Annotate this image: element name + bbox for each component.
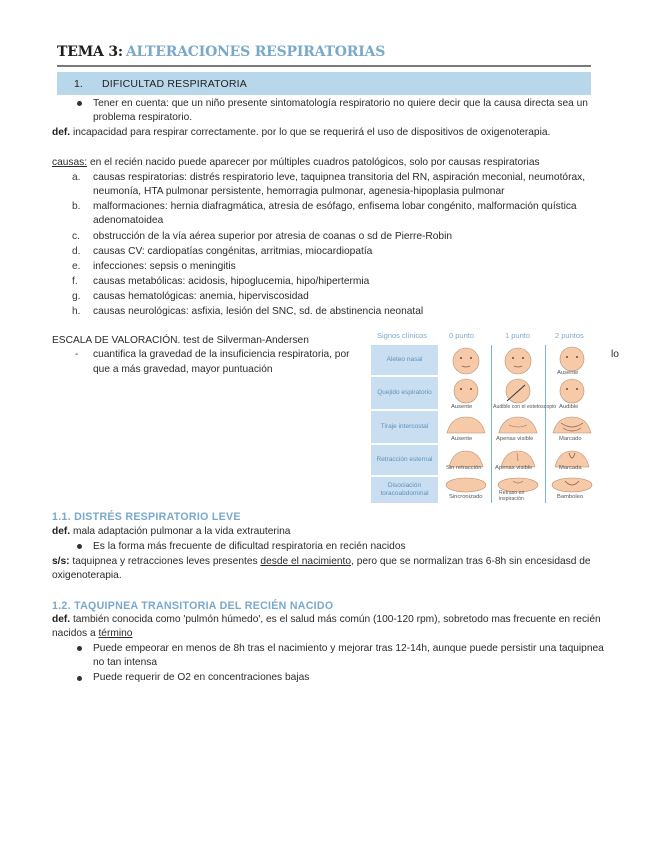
def-underlined: término: [98, 628, 133, 639]
scale-caption: Marcada: [559, 465, 582, 471]
ss-label: s/s:: [52, 556, 70, 567]
scale-row-label: Disociación toracoabdominal: [371, 477, 438, 503]
scale-caption: Apenas visible: [496, 436, 534, 442]
scale-caption: Bamboleo: [557, 494, 584, 500]
list-marker: b.: [72, 201, 81, 212]
section-label: DIFICULTAD RESPIRATORIA: [102, 77, 248, 90]
section-header-bar: [57, 72, 591, 95]
baby-face-illustration: [493, 345, 543, 377]
sub1-bullet: Es la forma más frecuente de dificultad respiratoria en recién nacidos: [93, 541, 406, 552]
list-item-line: causas metabólicas: acidosis, hipoglucemia, hipo/hipertermia: [93, 276, 370, 287]
scale-caption: Sincronizado: [449, 494, 483, 500]
bullet-dot: [77, 646, 82, 651]
def-label: def.: [52, 614, 71, 625]
escala-text-end: lo: [611, 349, 619, 360]
def-label: def.: [52, 127, 71, 138]
scale-header: [371, 331, 600, 344]
bullet-dot: [77, 676, 82, 681]
baby-face-illustration: [441, 345, 491, 377]
list-item-line: causas CV: cardiopatías congénitas, arritmias, miocardiopatía: [93, 246, 373, 257]
list-marker: e.: [72, 261, 81, 272]
scale-caption: Marcado: [559, 436, 582, 442]
causas-label: causas:: [52, 157, 88, 168]
scale-caption: Audible: [559, 404, 579, 410]
subsection-heading: 1.2. TAQUIPNEA TRANSITORIA DEL RECIÉN NACIDO: [52, 600, 334, 612]
ss-underlined: desde el nacimiento: [260, 556, 352, 567]
scale-row-label: Aleteo nasal: [371, 345, 438, 375]
section-number: 1.: [74, 77, 83, 90]
list-item-line: causas respiratorias: distrés respiratorio leve, taquipnea transitoria del RN, aspiración meconial, neumotórax,: [93, 172, 586, 183]
scale-column-rule: [545, 345, 546, 503]
list-marker: g.: [72, 291, 81, 302]
scale-caption: Ausente: [451, 436, 473, 442]
list-item-line: infecciones: sepsis o meningitis: [93, 261, 236, 272]
title-main: TEMA 3:: [57, 44, 123, 60]
escala-text-line: que a más gravedad, mayor puntuación: [93, 364, 273, 375]
def-label: def.: [52, 526, 71, 537]
list-item-line: neumonía, HTA pulmonar persistente, hemorragia pulmonar, agenesia-hipoplasia pulmonar: [93, 186, 505, 197]
sub2-bullet-line: no tan intensa: [93, 657, 158, 668]
list-item-line: causas neurológicas: asfixia, lesión del SNC, sd. de abstinencia neonatal: [93, 306, 424, 317]
dash-marker: -: [75, 349, 79, 360]
scale-caption: Retraso en inspiración: [499, 490, 525, 502]
def-text: también conocida como 'pulmón húmedo', es el salud más común (100-120 rpm), sobretodo mas frecuente en recién: [70, 614, 601, 625]
title-sub: ALTERACIONES RESPIRATORIAS: [125, 44, 386, 60]
escala-text-line: cuantifica la gravedad de la insuficiencia respiratoria, por: [93, 349, 350, 360]
scale-caption: Apenas visible: [495, 465, 533, 471]
def-text: incapacidad para respirar correctamente. por lo que se requerirá el uso de dispositivos de oxigenoterapia.: [70, 127, 551, 138]
page-title: [57, 44, 385, 60]
scale-header-cell: 0 punto: [449, 331, 475, 340]
sub2-definition-line2: [52, 627, 132, 641]
escala-heading: ESCALA DE VALORACIÓN. test de Silverman-Andersen: [52, 335, 309, 346]
scale-caption: Audible con el estetoscopio: [493, 404, 557, 410]
title-divider: [57, 65, 591, 67]
silverman-andersen-figure: [371, 331, 600, 503]
causas-text: en el recién nacido puede aparecer por múltiples cuadros patológicos, solo por causas respiratorias: [87, 157, 540, 168]
scale-header-cell: 1 punto: [505, 331, 531, 340]
subsection-heading: 1.1. DISTRÉS RESPIRATORIO LEVE: [52, 511, 241, 523]
intro-definition: [52, 126, 550, 140]
list-item-line: malformaciones: hernia diafragmática, atresia de esófago, enfisema lobar congénito, malformación quística: [93, 201, 577, 212]
list-marker: h.: [72, 306, 81, 317]
list-item-line: causas hematológicas: anemia, hiperviscosidad: [93, 291, 309, 302]
list-marker: a.: [72, 172, 81, 183]
scale-caption: Ausente: [451, 404, 473, 410]
sub1-signs-line2: oxigenoterapia.: [52, 570, 122, 581]
sub2-bullet-line: Puede empeorar en menos de 8h tras el nacimiento y mejorar tras 12-14h, aunque puede persistir una taquipnea: [93, 643, 604, 654]
bullet-dot: [77, 544, 82, 549]
def-text: nacidos a: [52, 628, 99, 639]
scale-row-label: Tiraje intercostal: [371, 411, 438, 443]
list-marker: f.: [72, 276, 78, 287]
scale-row-label: Retracción esternal: [371, 445, 438, 475]
sub2-definition: [52, 613, 601, 627]
list-marker: d.: [72, 246, 81, 257]
scale-header-cell: 2 puntos: [555, 331, 584, 340]
ss-text: , pero que se normalizan tras 6-8h sin encesidasd de: [351, 556, 591, 567]
scale-caption: Sin retracción: [446, 465, 482, 471]
list-item-line: obstrucción de la vía aérea superior por atresia de coanas o sd de Pierre-Robin: [93, 231, 453, 242]
sub2-bullet-line: Puede requerir de O2 en concentraciones bajas: [93, 672, 310, 683]
list-item-line: adenomatoidea: [93, 215, 164, 226]
scale-row-label: Quejido espiratorio: [371, 377, 438, 409]
intro-bullet-line: Tener en cuenta: que un niño presente sintomatología respiratorio no quiere decir que la causa directa sea un: [93, 98, 588, 109]
ss-text: taquipnea y retracciones leves presentes: [69, 556, 261, 567]
sub1-signs: [52, 555, 591, 569]
causas-intro: [52, 156, 540, 170]
list-marker: c.: [72, 231, 80, 242]
intro-bullet-line: problema respiratorio.: [93, 112, 193, 123]
scale-column-rule: [491, 345, 492, 503]
def-text: mala adaptación pulmonar a la vida extrauterina: [70, 526, 291, 537]
scale-header-cell: Signos clínicos: [377, 331, 428, 340]
scale-caption: Ausente: [557, 370, 579, 376]
bullet-dot: [77, 101, 82, 106]
sub1-definition: [52, 525, 290, 539]
